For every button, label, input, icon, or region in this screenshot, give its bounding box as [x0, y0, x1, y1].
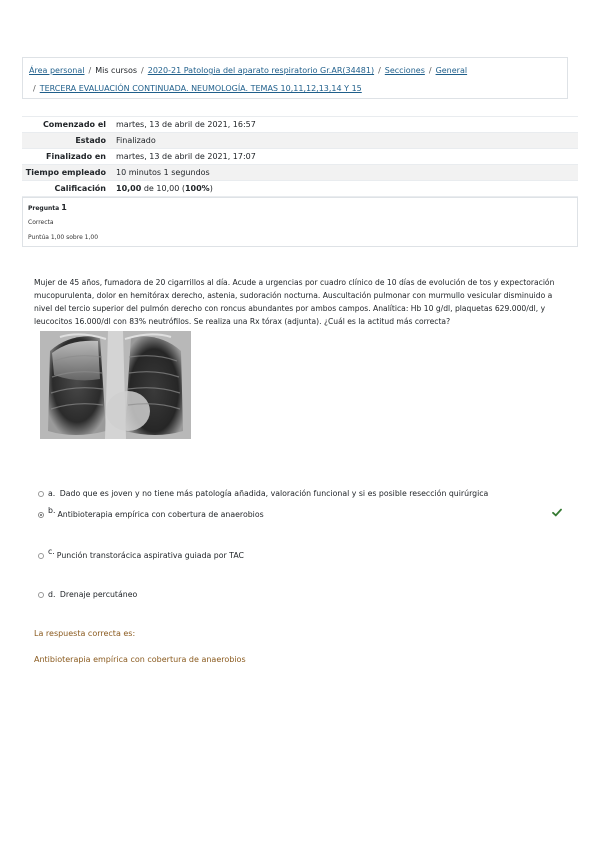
summary-value: Finalizado — [112, 133, 578, 149]
question-number — [28, 203, 67, 212]
grade-percent: 100% — [184, 184, 210, 193]
breadcrumb-course-link[interactable]: 2020-21 Patologia del aparato respiratorio Gr.AR(34481) — [147, 66, 375, 75]
summary-row-grade — [22, 181, 578, 197]
summary-value: martes, 13 de abril de 2021, 16:57 — [112, 117, 578, 133]
summary-label: Tiempo empleado — [22, 165, 112, 181]
question-text: Mujer de 45 años, fumadora de 20 cigarrillos al día. Acude a urgencias por cuadro clínico de 10 días de evolución de tos y expectoración mucopurulenta, dolor en hemitórax derecho, astenia, sudoración nocturna. Auscultación pulmonar con murmullo vesicular disminuido a nivel del tercio superior del pulmón derecho con roncus abundantes por ambos campos. Analítica: Hb 10 g/dl, plaquetas 629.000/dl, y leucocitos 16.000/dl con 83% neutrófilos. Se realiza una Rx tórax (adjunta). ¿Cuál es la actitud más correcta? — [34, 278, 555, 326]
breadcrumb-quiz-link[interactable]: TERCERA EVALUACIÓN CONTINUADA. NEUMOLOGÍA. TEMAS 10,11,12,13,14 Y 15 — [39, 84, 362, 93]
question-grade: Puntúa 1,00 sobre 1,00 — [28, 234, 99, 241]
radio-button[interactable] — [38, 553, 44, 559]
grade-end: ) — [209, 184, 213, 193]
summary-label: Comenzado el — [22, 117, 112, 133]
question-state: Correcta — [28, 219, 54, 226]
answer-text: Punción transtorácica aspirativa guiada por TAC — [56, 551, 244, 560]
answer-letter: a. — [48, 489, 56, 498]
question-number-value: 1 — [61, 203, 67, 212]
answer-option-c[interactable] — [38, 547, 244, 560]
chest-xray-image — [40, 331, 191, 439]
answer-letter: d. — [48, 590, 56, 599]
summary-label: Finalizado en — [22, 149, 112, 165]
radio-button[interactable] — [38, 592, 44, 598]
breadcrumb-separator: / — [33, 84, 36, 93]
summary-row-finished — [22, 149, 578, 165]
summary-value: martes, 13 de abril de 2021, 17:07 — [112, 149, 578, 165]
grade-score: 10,00 — [116, 184, 142, 193]
summary-row-time — [22, 165, 578, 181]
chest-xray-drawing — [40, 331, 191, 439]
summary-value — [112, 181, 578, 197]
breadcrumb-general-link[interactable]: General — [435, 66, 468, 75]
radio-button[interactable] — [38, 491, 44, 497]
summary-label: Estado — [22, 133, 112, 149]
breadcrumb-my-courses: Mis cursos — [95, 66, 138, 75]
summary-label: Calificación — [22, 181, 112, 197]
breadcrumb-separator: / — [428, 66, 432, 75]
breadcrumb — [22, 57, 568, 99]
answer-option-d[interactable] — [38, 590, 137, 599]
summary-row-state — [22, 133, 578, 149]
answer-letter: b. — [48, 506, 56, 515]
grade-mid: de 10,00 ( — [141, 184, 185, 193]
attempt-summary-table — [22, 116, 578, 197]
breadcrumb-sections-link[interactable]: Secciones — [384, 66, 425, 75]
answer-text: Antibioterapia empírica con cobertura de anaerobios — [57, 510, 264, 519]
summary-row-started — [22, 117, 578, 133]
breadcrumb-separator: / — [141, 66, 144, 75]
breadcrumb-separator: / — [88, 66, 92, 75]
breadcrumb-separator: / — [378, 66, 381, 75]
answer-text: Dado que es joven y no tiene más patología añadida, valoración funcional y si es posible resección quirúrgica — [59, 489, 489, 498]
correct-answer-text: Antibioterapia empírica con cobertura de anaerobios — [34, 655, 246, 664]
question-info-box — [22, 197, 578, 247]
answer-option-a[interactable] — [38, 489, 488, 498]
breadcrumb-home-link[interactable]: Área personal — [29, 66, 85, 75]
answer-text: Drenaje percutáneo — [59, 590, 138, 599]
radio-button-selected[interactable] — [38, 512, 44, 518]
summary-value: 10 minutos 1 segundos — [112, 165, 578, 181]
correct-answer-label: La respuesta correcta es: — [34, 629, 136, 638]
answer-letter: c. — [48, 547, 55, 556]
correct-check-icon — [552, 508, 562, 517]
answer-option-b[interactable] — [38, 506, 264, 519]
question-number-label: Pregunta — [28, 205, 60, 212]
